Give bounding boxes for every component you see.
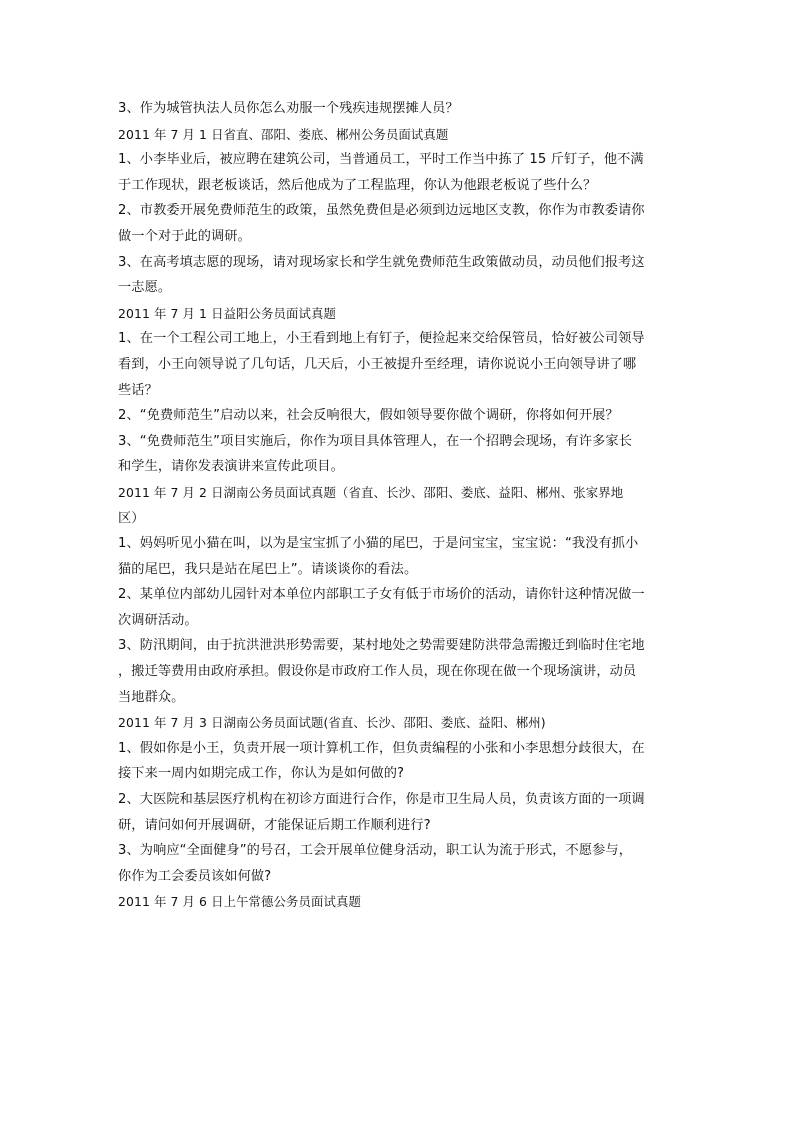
text-line: 研，请问如何开展调研，才能保证后期工作顺利进行?	[118, 817, 431, 833]
text-line: 一志愿。	[118, 280, 172, 296]
section-heading: 2011 年 7 月 1 日益阳公务员面试真题	[118, 305, 336, 321]
text-line: 2、市教委开展免费师范生的政策，虽然免费但是必须到边远地区支教，你作为市教委请你	[118, 203, 645, 219]
document-body	[118, 96, 678, 915]
section-heading: 2011 年 7 月 3 日湖南公务员面试题(省直、长沙、邵阳、娄底、益阳、郴州)	[118, 715, 546, 731]
text-line: 些话？	[118, 382, 158, 398]
text-line: 区）	[118, 510, 145, 526]
section-heading: 2011 年 7 月 2 日湖南公务员面试真题（省直、长沙、邵阳、娄底、益阳、郴州、张家界地	[118, 484, 624, 500]
text-line: 看到，小王向领导说了几句话，几天后，小王被提升至经理，请你说说小王向领导讲了哪	[118, 356, 637, 372]
text-line: 2、某单位内部幼儿园针对本单位内部职工子女有低于市场价的活动，请你针这种情况做一	[118, 587, 645, 603]
text-line: 1、小李毕业后，被应聘在建筑公司，当普通员工，平时工作当中拣了 15 斤钉子，他不满	[118, 152, 644, 168]
text-line: 和学生，请你发表演讲来宣传此项目。	[118, 459, 344, 475]
text-line: ，搬迁等费用由政府承担。假设你是市政府工作人员，现在你现在做一个现场演讲，动员	[118, 664, 637, 680]
text-line: 3、为响应“全面健身”的号召，工会开展单位健身活动，职工认为流于形式，不愿参与，	[118, 843, 632, 859]
text-line: 你作为工会委员该如何做?	[118, 868, 272, 884]
text-line: 3、在高考填志愿的现场，请对现场家长和学生就免费师范生政策做动员，动员他们报考这	[118, 254, 645, 270]
text-line: 3、防汛期间，由于抗洪泄洪形势需要，某村地处之势需要建防洪带急需搬迁到临时住宅地	[118, 638, 645, 654]
text-line: 2、“免费师范生”启动以来，社会反响很大，假如领导要你做个调研，你将如何开展？	[118, 408, 619, 424]
text-line: 3、作为城管执法人员你怎么劝服一个残疾违规摆摊人员？	[118, 101, 459, 116]
text-line: 1、在一个工程公司工地上，小王看到地上有钉子，便捡起来交给保管员，恰好被公司领导	[118, 331, 645, 347]
section-heading: 2011 年 7 月 1 日省直、邵阳、娄底、郴州公务员面试真题	[118, 126, 449, 142]
text-line: 当地群众。	[118, 689, 185, 705]
text-line: 猫的尾巴，我只是站在尾巴上”。请谈谈你的看法。	[118, 561, 418, 577]
text-line: 接下来一周内如期完成工作，你认为是如何做的?	[118, 766, 405, 782]
section-heading: 2011 年 7 月 6 日上午常德公务员面试真题	[118, 894, 361, 910]
text-line: 于工作现状，跟老板谈话，然后他成为了工程监理，你认为他跟老板说了些什么？	[118, 177, 597, 193]
text-line: 1、假如你是小王，负责开展一项计算机工作，但负责编程的小张和小李思想分歧很大，在	[118, 740, 645, 756]
text-line: 1、妈妈听见小猫在叫，以为是宝宝抓了小猫的尾巴，于是问宝宝，宝宝说：“我没有抓小	[118, 536, 639, 552]
text-line: 次调研活动。	[118, 612, 198, 628]
text-line: 2、大医院和基层医疗机构在初诊方面进行合作，你是市卫生局人员，负责该方面的一项调	[118, 792, 645, 808]
text-line: 做一个对于此的调研。	[118, 228, 251, 244]
text-line: 3、“免费师范生”项目实施后，你作为项目具体管理人，在一个招聘会现场，有许多家长	[118, 433, 632, 449]
